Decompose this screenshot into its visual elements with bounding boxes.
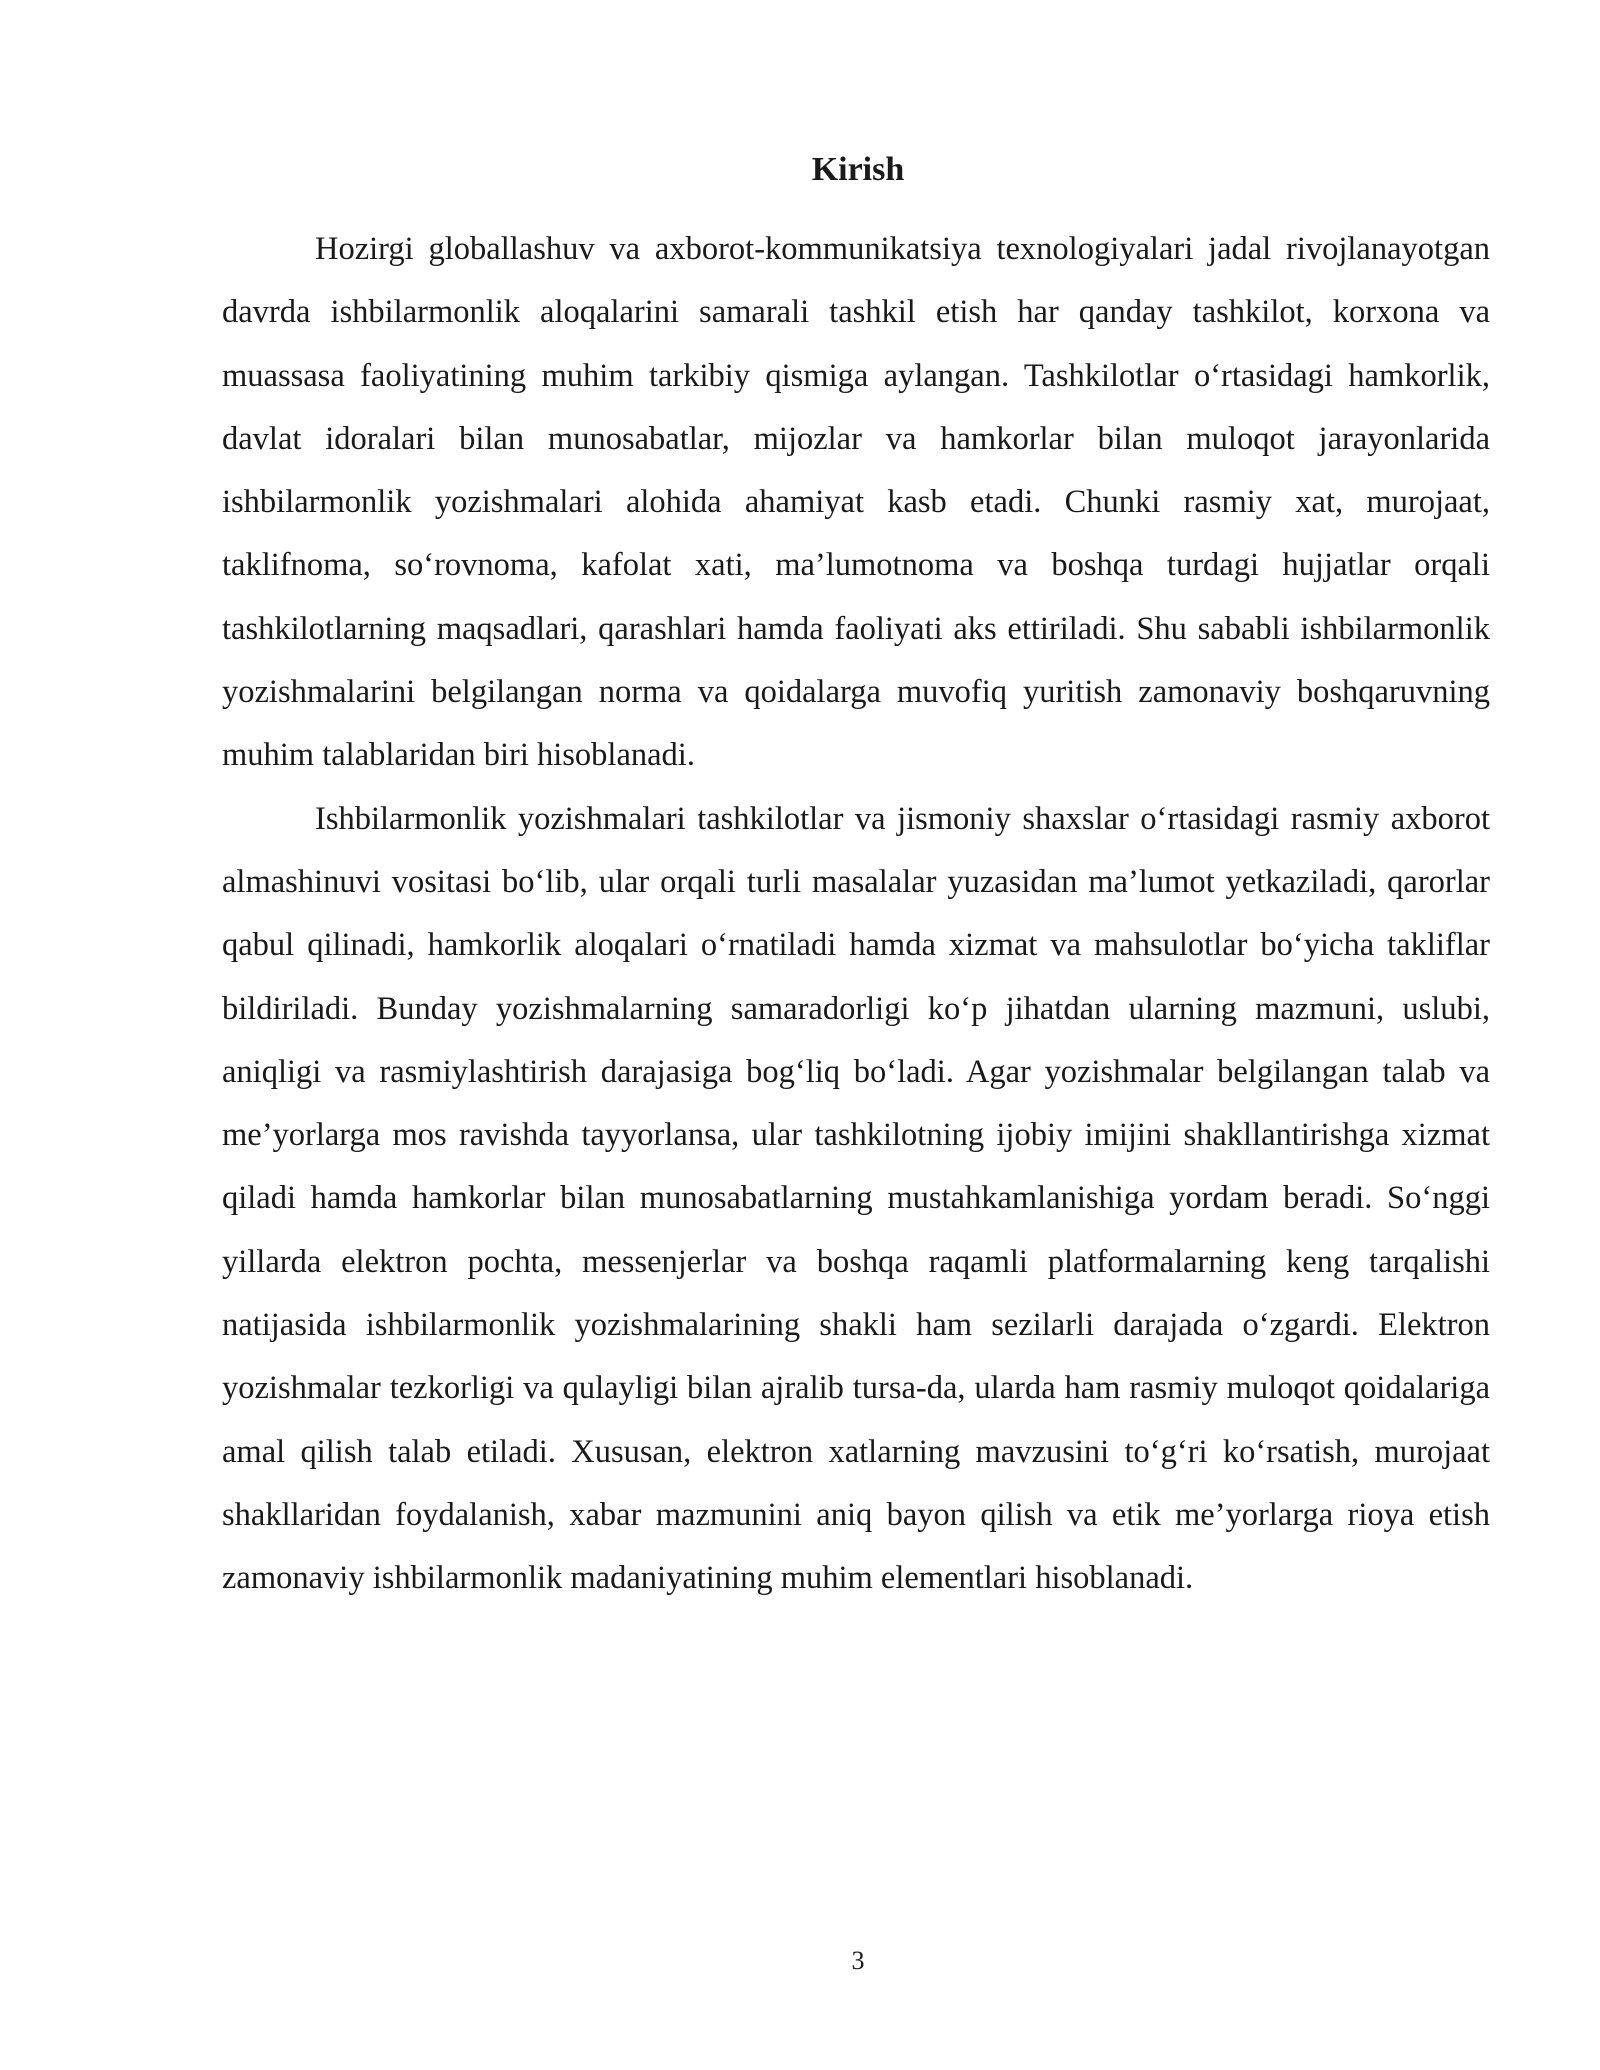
page-number: 3 [851,1946,865,1975]
paragraph-1: Hozirgi globallashuv va axborot-kommunikatsiya texnologiyalari jadal rivojlanayotgan davrda ishbilarmonlik aloqalarini samarali tashkil etish har qanday tashkilot, korxona va muassasa faoliyatining muhim tarkibiy qismiga aylangan. Tashkilotlar o‘rtasidagi hamkorlik, davlat idoralari bilan munosabatlar, mijozlar va hamkorlar bilan muloqot jarayonlarida ishbilarmonlik yozishmalari alohida ahamiyat kasb etadi. Chunki rasmiy xat, murojaat, taklifnoma, so‘rovnoma, kafolat xati, ma’lumotnoma va boshqa turdagi hujjatlar orqali tashkilotlarning maqsadlari, qarashlari hamda faoliyati aks ettiriladi. Shu sababli ishbilarmonlik yozishmalarini belgilangan norma va qoidalarga muvofiq yuritish zamonaviy boshqaruvning muhim talablaridan biri hisoblanadi. [222,231,1490,774]
paragraph-2: Ishbilarmonlik yozishmalari tashkilotlar va jismoniy shaxslar o‘rtasidagi rasmiy axborot almashinuvi vositasi bo‘lib, ular orqali turli masalalar yuzasidan ma’lumot yetkaziladi, qarorlar qabul qilinadi, hamkorlik aloqalari o‘rnatiladi hamda xizmat va mahsulotlar bo‘yicha takliflar bildiriladi. Bunday yozishmalarning samaradorligi ko‘p jihatdan ularning mazmuni, uslubi, aniqligi va rasmiylashtirish darajasiga bog‘liq bo‘ladi. Agar yozishmalar belgilangan talab va me’yorlarga mos ravishda tayyorlansa, ular tashkilotning ijobiy imijini shakllantirishga xizmat qiladi hamda hamkorlar bilan munosabatlarning mustahkamlanishiga yordam beradi. So‘nggi yillarda elektron pochta, messenjerlar va boshqa raqamli platformalarning keng tarqalishi natijasida ishbilarmonlik yozishmalarining shakli ham sezilarli darajada o‘zgardi. Elektron yozishmalar tezkorligi va qulayligi bilan ajralib tursa-da, ularda ham rasmiy muloqot qoidalariga amal qilish talab etiladi. Xususan, elektron xatlarning mavzusini to‘g‘ri ko‘rsatish, murojaat shakllaridan foydalanish, xabar mazmunini aniq bayon qilish va etik me’yorlarga rioya etish zamonaviy ishbilarmonlik madaniyatining muhim elementlari hisoblanadi. [222,800,1490,1597]
body-text [222,218,1490,1611]
section-title: Kirish [811,151,905,188]
